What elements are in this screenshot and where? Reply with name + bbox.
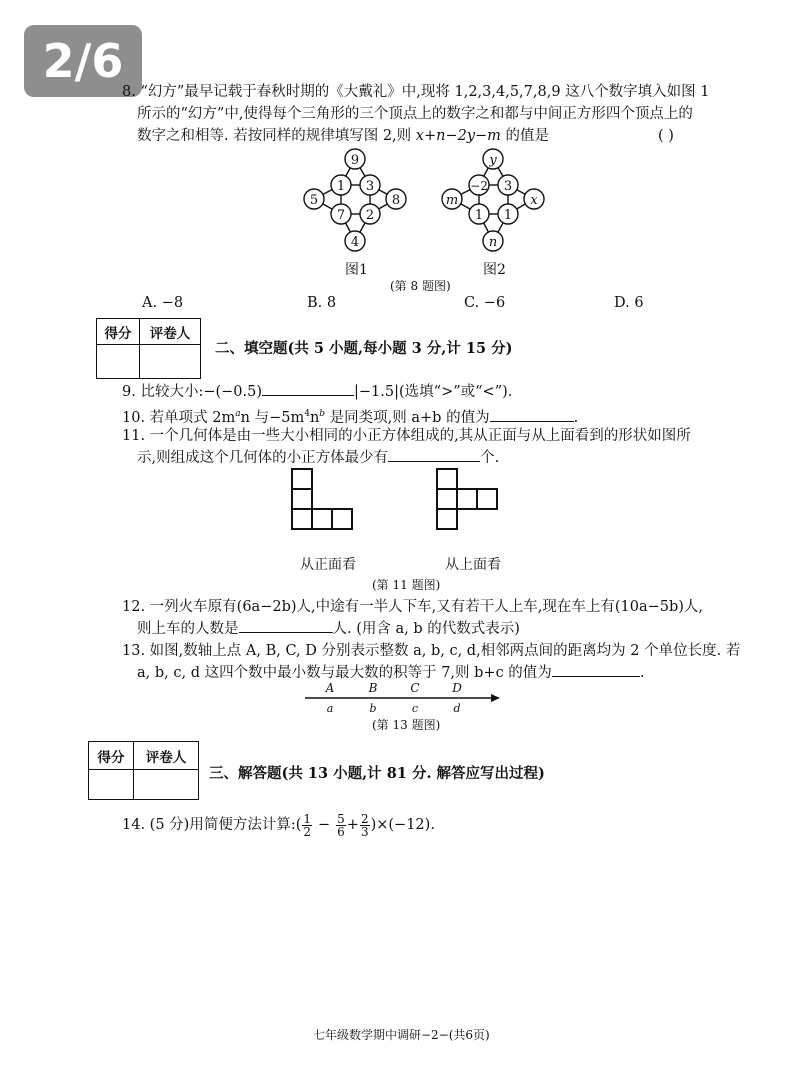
fig1-left: 5 [309,193,319,208]
q11-answer-blank[interactable] [388,447,480,462]
q8-caption: (第 8 题图) [390,279,451,293]
q8-line2: 所示的“幻方”中,使得每个三角形的三个顶点上的数字之和都与中间正方形四个顶点上的 [137,106,693,122]
q9 [122,381,512,403]
q10-mid2: n [309,409,320,426]
fig2-bottom-right: 1 [503,208,513,223]
q13-line1: 13. 如图,数轴上点 A, B, C, D 分别表示整数 a, b, c, d,相邻两点间的距离均为 2 个单位长度. 若 [122,643,741,659]
q10-prefix: 10. 若单项式 2m [122,409,236,426]
value-b: b [369,702,377,715]
q11-line1: 11. 一个几何体是由一些大小相同的小正方体组成的,其从正面与从上面看到的形状如图所 [122,428,691,444]
value-c: c [411,702,419,715]
score-cell-2[interactable] [89,770,134,800]
fig1-top: 9 [350,153,360,168]
point-a-label: A [325,681,335,695]
q12-prefix: 则上车的人数是 [137,621,239,637]
fig1-top-right: 3 [365,179,375,194]
q8-expression: x+n−2y−m [415,128,501,144]
section-2-title: 二、填空题(共 5 小题,每小题 3 分,计 15 分) [215,340,513,357]
q8-answer-paren: ( ) [658,128,674,144]
fig1-label: 图1 [345,262,368,278]
q10-answer-blank[interactable] [490,407,574,422]
q9-answer-blank[interactable] [262,381,354,396]
q10-exp-b: b [319,409,326,419]
page-footer: 七年级数学期中调研−2−(共6页) [313,1028,490,1042]
q14-suffix: )×(−12). [370,817,435,833]
value-a: a [326,702,334,715]
q8-line1: 8. “幻方”最早记载于春秋时期的《大戴礼》中,现将 1,2,3,4,5,7,8,9 这八个数字填入如图 1 [122,84,710,100]
fig2-right: x [530,193,538,208]
value-d: d [453,702,461,715]
top-view-figure [436,468,508,548]
fig1-top-left: 1 [336,179,346,194]
q8-choice-c[interactable]: C. −6 [464,295,506,311]
q10-mid1: n 与−5m [240,409,305,426]
grader-header-2: 评卷人 [134,742,199,770]
number-line-figure [300,680,505,716]
fig2-bottom: n [488,235,498,250]
q12-answer-blank[interactable] [239,618,333,633]
score-box-section3 [88,741,199,800]
fig2-top-right: 3 [503,179,513,194]
grader-cell[interactable] [140,345,201,379]
fig2-top: y [489,153,497,168]
q8-choice-a[interactable]: A. −8 [142,295,184,311]
q11-line2-end: 个. [480,450,500,466]
fig2-bottom-left: 1 [474,208,484,223]
q8-line3-prefix: 数字之和相等. 若按同样的规律填写图 2,则 [137,128,416,144]
q8-line3-suffix: 的值是 [500,128,550,144]
q12-suffix: 人. (用含 a, b 的代数式表示) [332,621,520,637]
score-header-2: 得分 [89,742,134,770]
q11-line2 [137,447,499,469]
q14-prefix: 14. (5 分)用简便方法计算:( [122,817,302,833]
fig1-bottom-right: 2 [365,208,375,223]
q14 [122,808,435,842]
q8-choice-b[interactable]: B. 8 [307,295,337,311]
q8-line3 [137,125,549,147]
top-view-label: 从上面看 [445,557,501,573]
q11-line2-text: 示,则组成这个几何体的小正方体最少有 [137,450,389,466]
q10-exp-a: a [235,409,241,419]
point-b-label: B [368,681,378,695]
q13-end: . [639,665,645,681]
q14-plus: + [346,817,359,833]
section-3-title: 三、解答题(共 13 小题,计 81 分. 解答应写出过程) [209,765,545,782]
grader-cell-2[interactable] [134,770,199,800]
q12-line2 [137,618,520,640]
fig2-left: m [445,193,459,208]
q9-prefix: 9. 比较大小:−(−0.5) [122,384,263,400]
front-view-figure [291,468,363,548]
q12-line1: 12. 一列火车原有(6a−2b)人,中途有一半人下车,又有若干人上车,现在车上有(10a−5b)人, [122,599,704,615]
fig1-bottom-left: 7 [336,208,346,223]
fig1-right: 8 [391,193,401,208]
q13-caption: (第 13 题图) [372,718,441,732]
fig2-label: 图2 [483,262,506,278]
fraction-5-6: $\frac{5}{6}$ [337,811,345,839]
q10-end: . [573,409,579,426]
page-number-badge: 2/6 [24,25,142,97]
score-header: 得分 [97,319,140,345]
q11-caption: (第 11 题图) [372,578,441,592]
q13-answer-blank[interactable] [552,662,640,677]
q13-prefix: a, b, c, d 这四个数中最小数与最大数的积等于 7,则 b+c 的值为 [137,665,552,681]
fig1-bottom: 4 [350,235,360,250]
q14-minus: − [318,817,331,833]
front-view-label: 从正面看 [300,557,356,573]
q9-suffix: |−1.5|(选填“>”或“<”). [354,384,513,400]
magic-square-figure-2 [436,145,551,260]
q10-suffix: 是同类项,则 a+b 的值为 [325,409,490,426]
magic-square-figure-1 [298,145,413,260]
q10-exp-4: 4 [304,409,310,419]
point-c-label: C [410,681,420,695]
score-box-section2 [96,318,201,379]
fraction-1-2: $\frac{1}{2}$ [303,811,311,839]
fraction-2-3: $\frac{2}{3}$ [360,811,369,839]
grader-header: 评卷人 [140,319,201,345]
score-cell[interactable] [97,345,140,379]
fig2-top-left: −2 [470,179,488,193]
point-d-label: D [452,681,462,695]
q8-choice-d[interactable]: D. 6 [614,295,644,311]
